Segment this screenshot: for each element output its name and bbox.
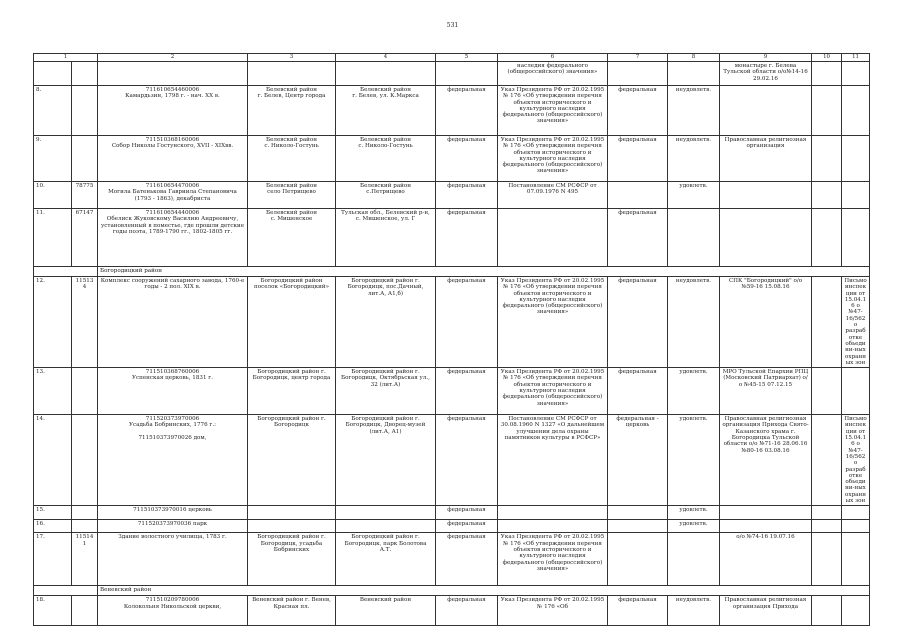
column-number: 7 [608, 54, 668, 62]
cell-doc: Указ Президента РФ от 20.02.1995 № 176 «Об утверждении перечня объектов исторического и культурного наследия федерального (общероссийского) значения» [498, 533, 608, 586]
cell-form [608, 62, 668, 86]
row-number: 16. [34, 520, 72, 533]
cell-address [336, 506, 436, 520]
cell-status: удовлетв. [668, 506, 720, 520]
cell-status: удовлетв. [668, 368, 720, 415]
table-row [34, 86, 870, 136]
row-number: 15. [34, 506, 72, 520]
cell-status [668, 533, 720, 586]
section-spacer [34, 586, 98, 596]
cell-address: Белевский район с. Николо-Гостунь [336, 136, 436, 182]
cell-doc [498, 506, 608, 520]
table-row [34, 136, 870, 182]
row-number: 9. [34, 136, 72, 182]
registry-number [72, 520, 98, 533]
row-number: 13. [34, 368, 72, 415]
cell-form: федеральная [608, 86, 668, 136]
row-number: 10. [34, 182, 72, 209]
cell-address [336, 62, 436, 86]
cell-name: Здание волостного училища, 1783 г. [98, 533, 248, 586]
column-number: 9 [720, 54, 812, 62]
registry-number [72, 62, 98, 86]
cell-status: неудовлетв. [668, 596, 720, 626]
column-number: 4 [336, 54, 436, 62]
cell-form: федеральная [608, 596, 668, 626]
column-number: 8 [668, 54, 720, 62]
registry-number: 115134 [72, 277, 98, 368]
cell-owner: Православная религиозная организация Прихода Свято-Казанского храма г. Богородицка Тульской области о/о №71-16 28.06.16 №80-16 03.08.16 [720, 415, 812, 506]
cell-district: Богородицкий район г. Богородицк, усадьба Бобринских [248, 533, 336, 586]
cell-status: неудовлетв. [668, 136, 720, 182]
cell-owner [720, 86, 812, 136]
row-number: 12. [34, 277, 72, 368]
cell-form [608, 533, 668, 586]
cell-c10 [812, 182, 842, 209]
cell-c11 [842, 209, 870, 267]
district-section-label: Богородицкий район [98, 267, 870, 277]
row-number: 17. [34, 533, 72, 586]
cell-status: удовлетв. [668, 520, 720, 533]
cell-name: 711520373970006 Усадьба Бобринских, 1776 г.: 711510373970026 дом, [98, 415, 248, 506]
cell-district: Богородицкий район г. Богородицк [248, 415, 336, 506]
cell-name: 711510373970016 церковь [98, 506, 248, 520]
cell-c11: Письмо инспекции от 15.04.16 о №47-16/562 о разработке обьедини-ных охранных зон [842, 415, 870, 506]
cell-form [608, 506, 668, 520]
cell-doc: Указ Президента РФ от 20.02.1995 № 176 «Об утверждении перечня объектов исторического и культурного наследия федерального (общероссийского) значения» [498, 136, 608, 182]
table-row [34, 596, 870, 626]
cell-address: Богородицкий район г. Богородицк, пос.Дачный, лит.А, А1,б) [336, 277, 436, 368]
cell-c11 [842, 136, 870, 182]
table-row [34, 368, 870, 415]
cell-c10 [812, 520, 842, 533]
cell-address: Богородицкий район г. Богородицк, Октябрьская ул., 32 (лит.А) [336, 368, 436, 415]
cell-category: федеральная [436, 368, 498, 415]
cell-category: федеральная [436, 86, 498, 136]
row-number: 14. [34, 415, 72, 506]
district-section-row [34, 586, 870, 596]
cell-form [608, 520, 668, 533]
registry-number [72, 136, 98, 182]
cell-address: Богородицкий район г. Богородицк, Дворец-музей (лит.А, А1) [336, 415, 436, 506]
column-number-row [34, 54, 870, 62]
row-number: 8. [34, 86, 72, 136]
cell-c11 [842, 506, 870, 520]
cell-category: федеральная [436, 182, 498, 209]
cell-c11: Письмо инспекции от 15.04.16 о №47-16/562 о разработке обьедини-ных охранных зон [842, 277, 870, 368]
cell-form: федеральная [608, 277, 668, 368]
registry-number: 115141 [72, 533, 98, 586]
cell-doc: наследия федерального (общероссийского) значения» [498, 62, 608, 86]
heritage-objects-table [33, 53, 869, 626]
cell-name: 711510368160006 Собор Николы Гостунского, XVII - XIXвв. [98, 136, 248, 182]
cell-c11 [842, 533, 870, 586]
cell-category: федеральная [436, 209, 498, 267]
cell-owner: Православная религиозная организация [720, 136, 812, 182]
cell-c10 [812, 368, 842, 415]
cell-category: федеральная [436, 520, 498, 533]
cell-c11 [842, 182, 870, 209]
cell-c10 [812, 415, 842, 506]
cell-c11 [842, 368, 870, 415]
cell-district [248, 62, 336, 86]
registry-number [72, 415, 98, 506]
cell-doc [498, 520, 608, 533]
column-number: 11 [842, 54, 870, 62]
table-row [34, 533, 870, 586]
column-number: 3 [248, 54, 336, 62]
cell-category: федеральная [436, 506, 498, 520]
cell-doc [498, 209, 608, 267]
cell-doc: Указ Президента РФ от 20.02.1995 № 176 «Об утверждении перечня объектов исторического и культурного наследия федерального (общероссийского) значения» [498, 368, 608, 415]
page-number: 531 [446, 22, 459, 29]
registry-number: 78775 [72, 182, 98, 209]
cell-category: федеральная [436, 415, 498, 506]
cell-district [248, 520, 336, 533]
cell-c11 [842, 596, 870, 626]
cell-district: Веневский район г. Венев, Красная пл. [248, 596, 336, 626]
cell-address: Тульская обл., Белевский р-н, с. Мишенское, ул. Г [336, 209, 436, 267]
cell-c10 [812, 506, 842, 520]
cell-form [608, 182, 668, 209]
cell-district [248, 506, 336, 520]
cell-owner: Православная религиозная организация Прихода [720, 596, 812, 626]
cell-owner: СПК "Богородицкий" о/о №59-16 15.08.16 [720, 277, 812, 368]
table-row [34, 62, 870, 86]
registry-number [72, 506, 98, 520]
cell-category: федеральная [436, 277, 498, 368]
cell-name: 711520373970036 парк [98, 520, 248, 533]
cell-c11 [842, 520, 870, 533]
cell-owner [720, 209, 812, 267]
cell-doc: Постановление СМ РСФСР от 07.09.1976 N 495 [498, 182, 608, 209]
cell-status [668, 62, 720, 86]
cell-address: Веневский район [336, 596, 436, 626]
column-number: 1 [34, 54, 98, 62]
cell-category: федеральная [436, 136, 498, 182]
cell-doc: Указ Президента РФ от 20.02.1995 № 176 «Об утверждении перечня объектов исторического и культурного наследия федерального (общероссийского) значения» [498, 86, 608, 136]
cell-status: неудовлетв. [668, 86, 720, 136]
cell-owner [720, 520, 812, 533]
cell-c10 [812, 277, 842, 368]
cell-district: Богородицкий район поселок «Богородицкий» [248, 277, 336, 368]
cell-c11 [842, 62, 870, 86]
cell-owner [720, 182, 812, 209]
cell-form: федеральная - церковь [608, 415, 668, 506]
cell-owner [720, 506, 812, 520]
table-row [34, 520, 870, 533]
table-row [34, 182, 870, 209]
column-number: 10 [812, 54, 842, 62]
cell-name: 711610654470006 Могила Батенькова Гавриила Степановича (1793 - 1863), декабриста [98, 182, 248, 209]
cell-address: Белевский район г. Белев, ул. К.Маркса [336, 86, 436, 136]
column-number: 6 [498, 54, 608, 62]
table-row [34, 415, 870, 506]
cell-name: 711510209780006 Колокольня Никольской церкви, [98, 596, 248, 626]
district-section-row [34, 267, 870, 277]
cell-district: Белевский район с. Николо-Гостунь [248, 136, 336, 182]
cell-c10 [812, 533, 842, 586]
cell-c10 [812, 86, 842, 136]
cell-c11 [842, 86, 870, 136]
table-row [34, 506, 870, 520]
column-number: 5 [436, 54, 498, 62]
cell-status [668, 209, 720, 267]
cell-owner: о/о №74-16 19.07.16 [720, 533, 812, 586]
cell-form: федеральная [608, 209, 668, 267]
cell-c10 [812, 136, 842, 182]
cell-owner: МРО Тульской Епархии РПЦ (Московский Патриархат) о/о №45-15 07.12.15 [720, 368, 812, 415]
cell-category [436, 62, 498, 86]
cell-form: федеральная [608, 136, 668, 182]
cell-form: федеральная [608, 368, 668, 415]
cell-address: Белевский район с.Петрищево [336, 182, 436, 209]
row-number: 18. [34, 596, 72, 626]
registry-number [72, 596, 98, 626]
cell-c10 [812, 209, 842, 267]
cell-name [98, 62, 248, 86]
row-number [34, 62, 72, 86]
registry-number [72, 368, 98, 415]
cell-status: удовлетв. [668, 182, 720, 209]
cell-district: Богородицкий район г. Богородицк, центр города [248, 368, 336, 415]
cell-c10 [812, 62, 842, 86]
cell-district: Белевский район г. Белев, Центр города [248, 86, 336, 136]
district-section-label: Веневский район [98, 586, 870, 596]
cell-name: 711610654460006 Камардьзин, 1798 г. - нач. XX в. [98, 86, 248, 136]
cell-name: Комплекс сооружений сахарного завода, 1760-е годы - 2 пол. XIX в. [98, 277, 248, 368]
cell-status: удовлетв. [668, 415, 720, 506]
cell-address [336, 520, 436, 533]
registry-number: 67147 [72, 209, 98, 267]
row-number: 11. [34, 209, 72, 267]
cell-doc: Указ Президента РФ от 20.02.1995 № 176 «Об [498, 596, 608, 626]
cell-category: федеральная [436, 533, 498, 586]
registry-number [72, 86, 98, 136]
cell-district: Белевский район с. Мишенское [248, 209, 336, 267]
table-row [34, 209, 870, 267]
cell-category: федеральная [436, 596, 498, 626]
cell-name: 711610654440006 Обелиск Жуковскому Василию Андреевичу, установленный в поместье, где прошли детские годы поэта, 1789-1790 гг., 1802-1805 гг. [98, 209, 248, 267]
cell-doc: Указ Президента РФ от 20.02.1995 № 176 «Об утверждении перечня объектов исторического и культурного наследия федерального (общероссийского) значения» [498, 277, 608, 368]
cell-owner: монастыре г. Белева Тульской области о/о№14-16 29.02.16 [720, 62, 812, 86]
cell-status: неудовлетв. [668, 277, 720, 368]
cell-address: Богородицкий район г. Богородицк, парк Болотова А.Т. [336, 533, 436, 586]
cell-doc: Постановление СМ РСФСР от 30.08.1960 N 1327 «О дальнейшем улучшении дела охраны памятников культуры в РСФСР» [498, 415, 608, 506]
cell-c10 [812, 596, 842, 626]
section-spacer [34, 267, 98, 277]
column-number: 2 [98, 54, 248, 62]
cell-name: 711510368760006 Успенская церковь, 1831 г. [98, 368, 248, 415]
table-row [34, 277, 870, 368]
cell-district: Белевский район село Петрищево [248, 182, 336, 209]
